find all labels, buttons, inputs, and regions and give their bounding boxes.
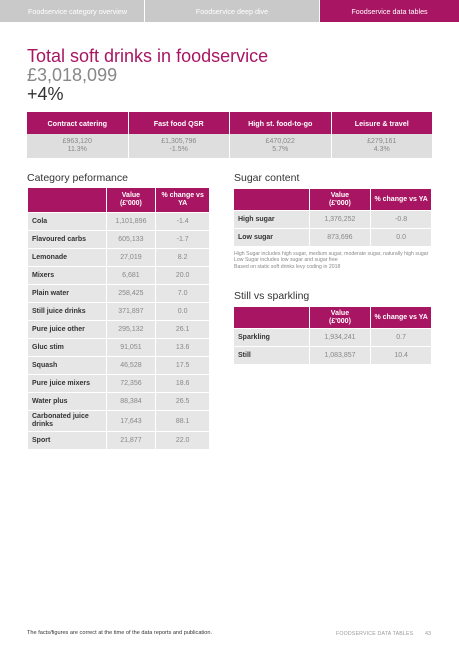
- sugar-heading: Sugar content: [234, 172, 300, 184]
- value-header: Value (£'000): [106, 188, 156, 213]
- row-change: 26.5: [156, 393, 210, 411]
- row-value: 1,376,252: [309, 211, 371, 229]
- table-row: [28, 357, 210, 375]
- channel-header: High st. food-to-go: [230, 112, 332, 134]
- row-value: 6,681: [106, 267, 156, 285]
- row-change: 8.2: [156, 249, 210, 267]
- row-change: 13.6: [156, 339, 210, 357]
- row-label: High sugar: [234, 211, 310, 229]
- row-value: 258,425: [106, 285, 156, 303]
- change-header: % change vs YA: [371, 189, 432, 211]
- row-value: 72,356: [106, 375, 156, 393]
- channel-table: [27, 112, 432, 158]
- row-change: 17.5: [156, 357, 210, 375]
- blank-header: [234, 189, 310, 211]
- channel-header: Leisure & travel: [332, 112, 433, 134]
- row-change: 0.7: [371, 329, 432, 347]
- row-label: Mixers: [28, 267, 107, 285]
- row-label: Low sugar: [234, 229, 310, 247]
- total-value: £3,018,099: [27, 65, 118, 85]
- row-label: Lemonade: [28, 249, 107, 267]
- row-value: 371,897: [106, 303, 156, 321]
- section-tabs: [0, 0, 459, 22]
- row-label: Flavoured carbs: [28, 231, 107, 249]
- channel-value: £279,161: [367, 138, 397, 145]
- sugar-note: Low Sugar includes low sugar and sugar free: [234, 257, 338, 264]
- row-change: 7.0: [156, 285, 210, 303]
- channel-cell: [332, 134, 433, 158]
- change-header: % change vs YA: [156, 188, 210, 213]
- row-change: -1.7: [156, 231, 210, 249]
- row-change: 0.0: [156, 303, 210, 321]
- channel-value: £963,120: [62, 138, 92, 145]
- total-change: +4%: [27, 84, 64, 104]
- row-change: 0.0: [371, 229, 432, 247]
- blank-header: [28, 188, 107, 213]
- row-value: 1,101,896: [106, 213, 156, 231]
- page-title: Total soft drinks in foodservice: [27, 46, 269, 66]
- row-value: 21,877: [106, 432, 156, 450]
- sugar-note: High Sugar includes high sugar, medium sugar, moderate sugar, naturally high sugar: [234, 251, 429, 257]
- channel-cell: [129, 134, 231, 158]
- sugar-note: Based on static soft drinks levy coding in 2018: [234, 263, 341, 270]
- row-change: -0.8: [371, 211, 432, 229]
- row-label: Gluc stim: [28, 339, 107, 357]
- table-row: [28, 285, 210, 303]
- table-row: [234, 229, 432, 247]
- table-row: [28, 411, 210, 432]
- row-label: Cola: [28, 213, 107, 231]
- table-row: [28, 375, 210, 393]
- row-value: 605,133: [106, 231, 156, 249]
- channel-value: £1,305,796: [161, 138, 197, 145]
- channel-change: 5.7%: [272, 146, 289, 153]
- row-change: 88.1: [156, 411, 210, 432]
- value-header: Value (£'000): [309, 189, 371, 211]
- page-number: 43: [425, 631, 431, 637]
- table-row: [28, 393, 210, 411]
- row-value: 46,528: [106, 357, 156, 375]
- sparkling-heading: Still vs sparkling: [234, 290, 310, 302]
- row-value: 91,051: [106, 339, 156, 357]
- table-row: [28, 432, 210, 450]
- row-change: 22.0: [156, 432, 210, 450]
- table-row: [28, 213, 210, 231]
- channel-cell: [230, 134, 332, 158]
- row-label: Plain water: [28, 285, 107, 303]
- table-row: [28, 321, 210, 339]
- row-change: -1.4: [156, 213, 210, 231]
- table-row: [234, 329, 432, 347]
- row-label: Sport: [28, 432, 107, 450]
- row-value: 1,083,857: [309, 347, 371, 365]
- table-row: [234, 211, 432, 229]
- channel-change: -1.5%: [169, 146, 188, 153]
- row-label: Pure juice mixers: [28, 375, 107, 393]
- table-row: [234, 347, 432, 365]
- row-label: Still juice drinks: [28, 303, 107, 321]
- tab-data-tables[interactable]: Foodservice data tables: [320, 0, 459, 22]
- table-row: [28, 303, 210, 321]
- row-value: 88,384: [106, 393, 156, 411]
- channel-change: 4.3%: [373, 146, 390, 153]
- row-change: 18.6: [156, 375, 210, 393]
- tab-category-overview[interactable]: Foodservice category overview: [0, 0, 145, 22]
- sparkling-table: [233, 306, 432, 365]
- footer-section: FOODSERVICE DATA TABLES: [336, 631, 414, 637]
- sugar-notes: [234, 251, 432, 270]
- row-change: 20.0: [156, 267, 210, 285]
- channel-value-row: [27, 134, 432, 158]
- tab-deep-dive[interactable]: Foodservice deep dive: [145, 0, 320, 22]
- category-heading: Category peformance: [27, 172, 128, 184]
- row-value: 17,643: [106, 411, 156, 432]
- row-label: Carbonated juice drinks: [28, 411, 107, 432]
- table-row: [28, 267, 210, 285]
- row-label: Water plus: [28, 393, 107, 411]
- disclaimer: The facts/figures are correct at the time of the data reports and publication.: [27, 630, 213, 636]
- row-change: 10.4: [371, 347, 432, 365]
- row-value: 873,696: [309, 229, 371, 247]
- channel-header: Contract catering: [27, 112, 129, 134]
- category-table: [27, 187, 210, 450]
- sugar-table: [233, 188, 432, 247]
- row-value: 295,132: [106, 321, 156, 339]
- blank-header: [234, 307, 310, 329]
- table-row: [28, 231, 210, 249]
- channel-value: £470,022: [265, 138, 295, 145]
- row-change: 26.1: [156, 321, 210, 339]
- table-row: [28, 249, 210, 267]
- channel-header-row: [27, 112, 432, 134]
- row-value: 27,019: [106, 249, 156, 267]
- change-header: % change vs YA: [371, 307, 432, 329]
- row-label: Sparkling: [234, 329, 310, 347]
- row-label: Still: [234, 347, 310, 365]
- row-label: Pure juice other: [28, 321, 107, 339]
- row-label: Squash: [28, 357, 107, 375]
- row-value: 1,934,241: [309, 329, 371, 347]
- channel-cell: [27, 134, 129, 158]
- channel-header: Fast food QSR: [129, 112, 231, 134]
- value-header: Value (£'000): [309, 307, 371, 329]
- table-row: [28, 339, 210, 357]
- channel-change: 11.3%: [67, 146, 87, 153]
